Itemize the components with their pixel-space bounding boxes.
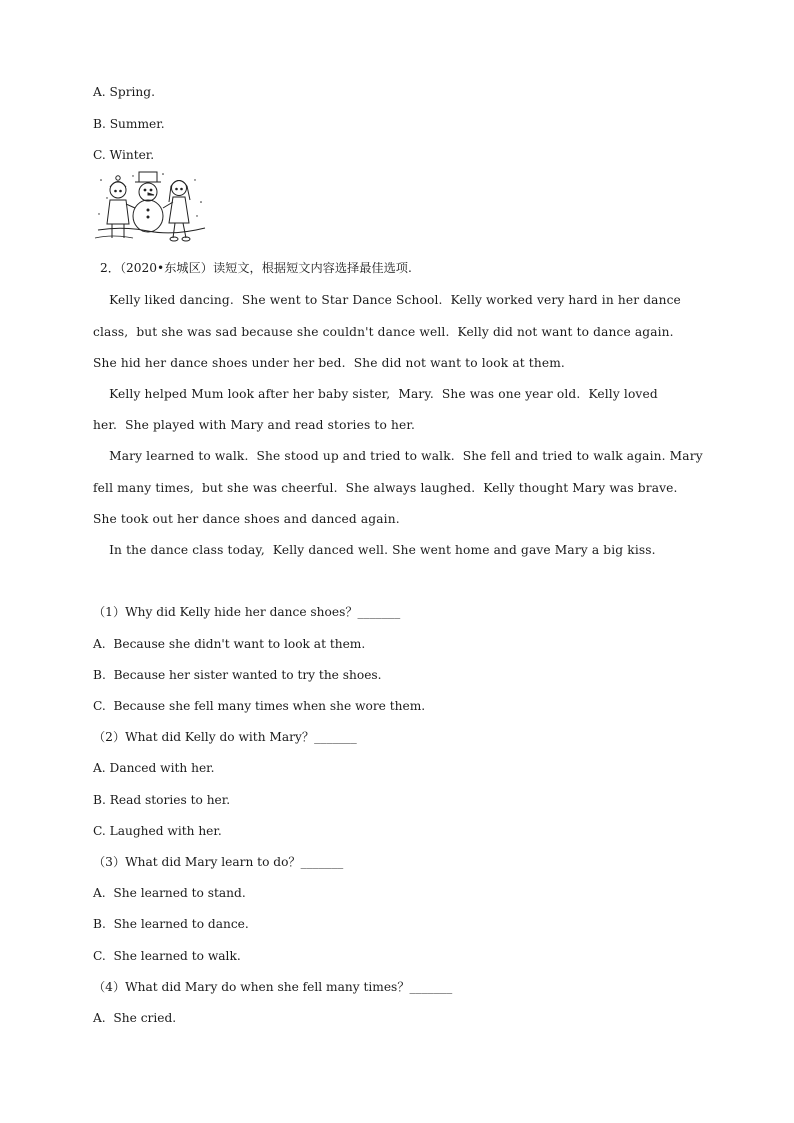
question-stem: （2）What did Kelly do with Mary？_______ — [93, 730, 357, 744]
q1-option-b: B. Summer. — [93, 117, 165, 131]
passage-line: In the dance class today, Kelly danced well. She went home and gave Mary a big kiss. — [93, 543, 656, 557]
passage-line: She hid her dance shoes under her bed. She did not want to look at them. — [93, 356, 565, 370]
question-2-header: 2．（2020•东城区）读短文，根据短文内容选择最佳选项. — [100, 261, 412, 275]
option-c: C. She learned to walk. — [93, 949, 241, 963]
question-stem: （1）Why did Kelly hide her dance shoes？_______ — [93, 605, 401, 619]
snowman-children-illustration — [93, 168, 208, 248]
passage-line: class, but she was sad because she couldn't dance well. Kelly did not want to dance again. — [93, 325, 674, 339]
passage-line: Mary learned to walk. She stood up and tried to walk. She fell and tried to walk again. Mary — [93, 449, 703, 463]
option-b: B. Read stories to her. — [93, 793, 231, 807]
passage-line: fell many times, but she was cheerful. She always laughed. Kelly thought Mary was brave. — [93, 481, 678, 495]
option-a: A. She learned to stand. — [93, 886, 246, 900]
option-c: C. Because she fell many times when she wore them. — [93, 699, 426, 713]
option-b: B. Because her sister wanted to try the shoes. — [93, 668, 382, 682]
option-c: C. Laughed with her. — [93, 824, 222, 838]
question-stem: （3）What did Mary learn to do？_______ — [93, 855, 344, 869]
passage-line: She took out her dance shoes and danced again. — [93, 512, 400, 526]
option-a: A. Danced with her. — [93, 761, 215, 775]
passage-line: her. She played with Mary and read stories to her. — [93, 418, 415, 432]
option-b: B. She learned to dance. — [93, 917, 249, 931]
passage-line: Kelly liked dancing. She went to Star Dance School. Kelly worked very hard in her dance — [93, 293, 681, 307]
option-a: A. She cried. — [93, 1011, 177, 1025]
question-stem: （4）What did Mary do when she fell many times？_______ — [93, 980, 453, 994]
option-a: A. Because she didn't want to look at them. — [93, 637, 366, 651]
q1-option-a: A. Spring. — [93, 85, 155, 99]
passage-line: Kelly helped Mum look after her baby sister, Mary. She was one year old. Kelly loved — [93, 387, 658, 401]
q1-option-c: C. Winter. — [93, 148, 155, 162]
